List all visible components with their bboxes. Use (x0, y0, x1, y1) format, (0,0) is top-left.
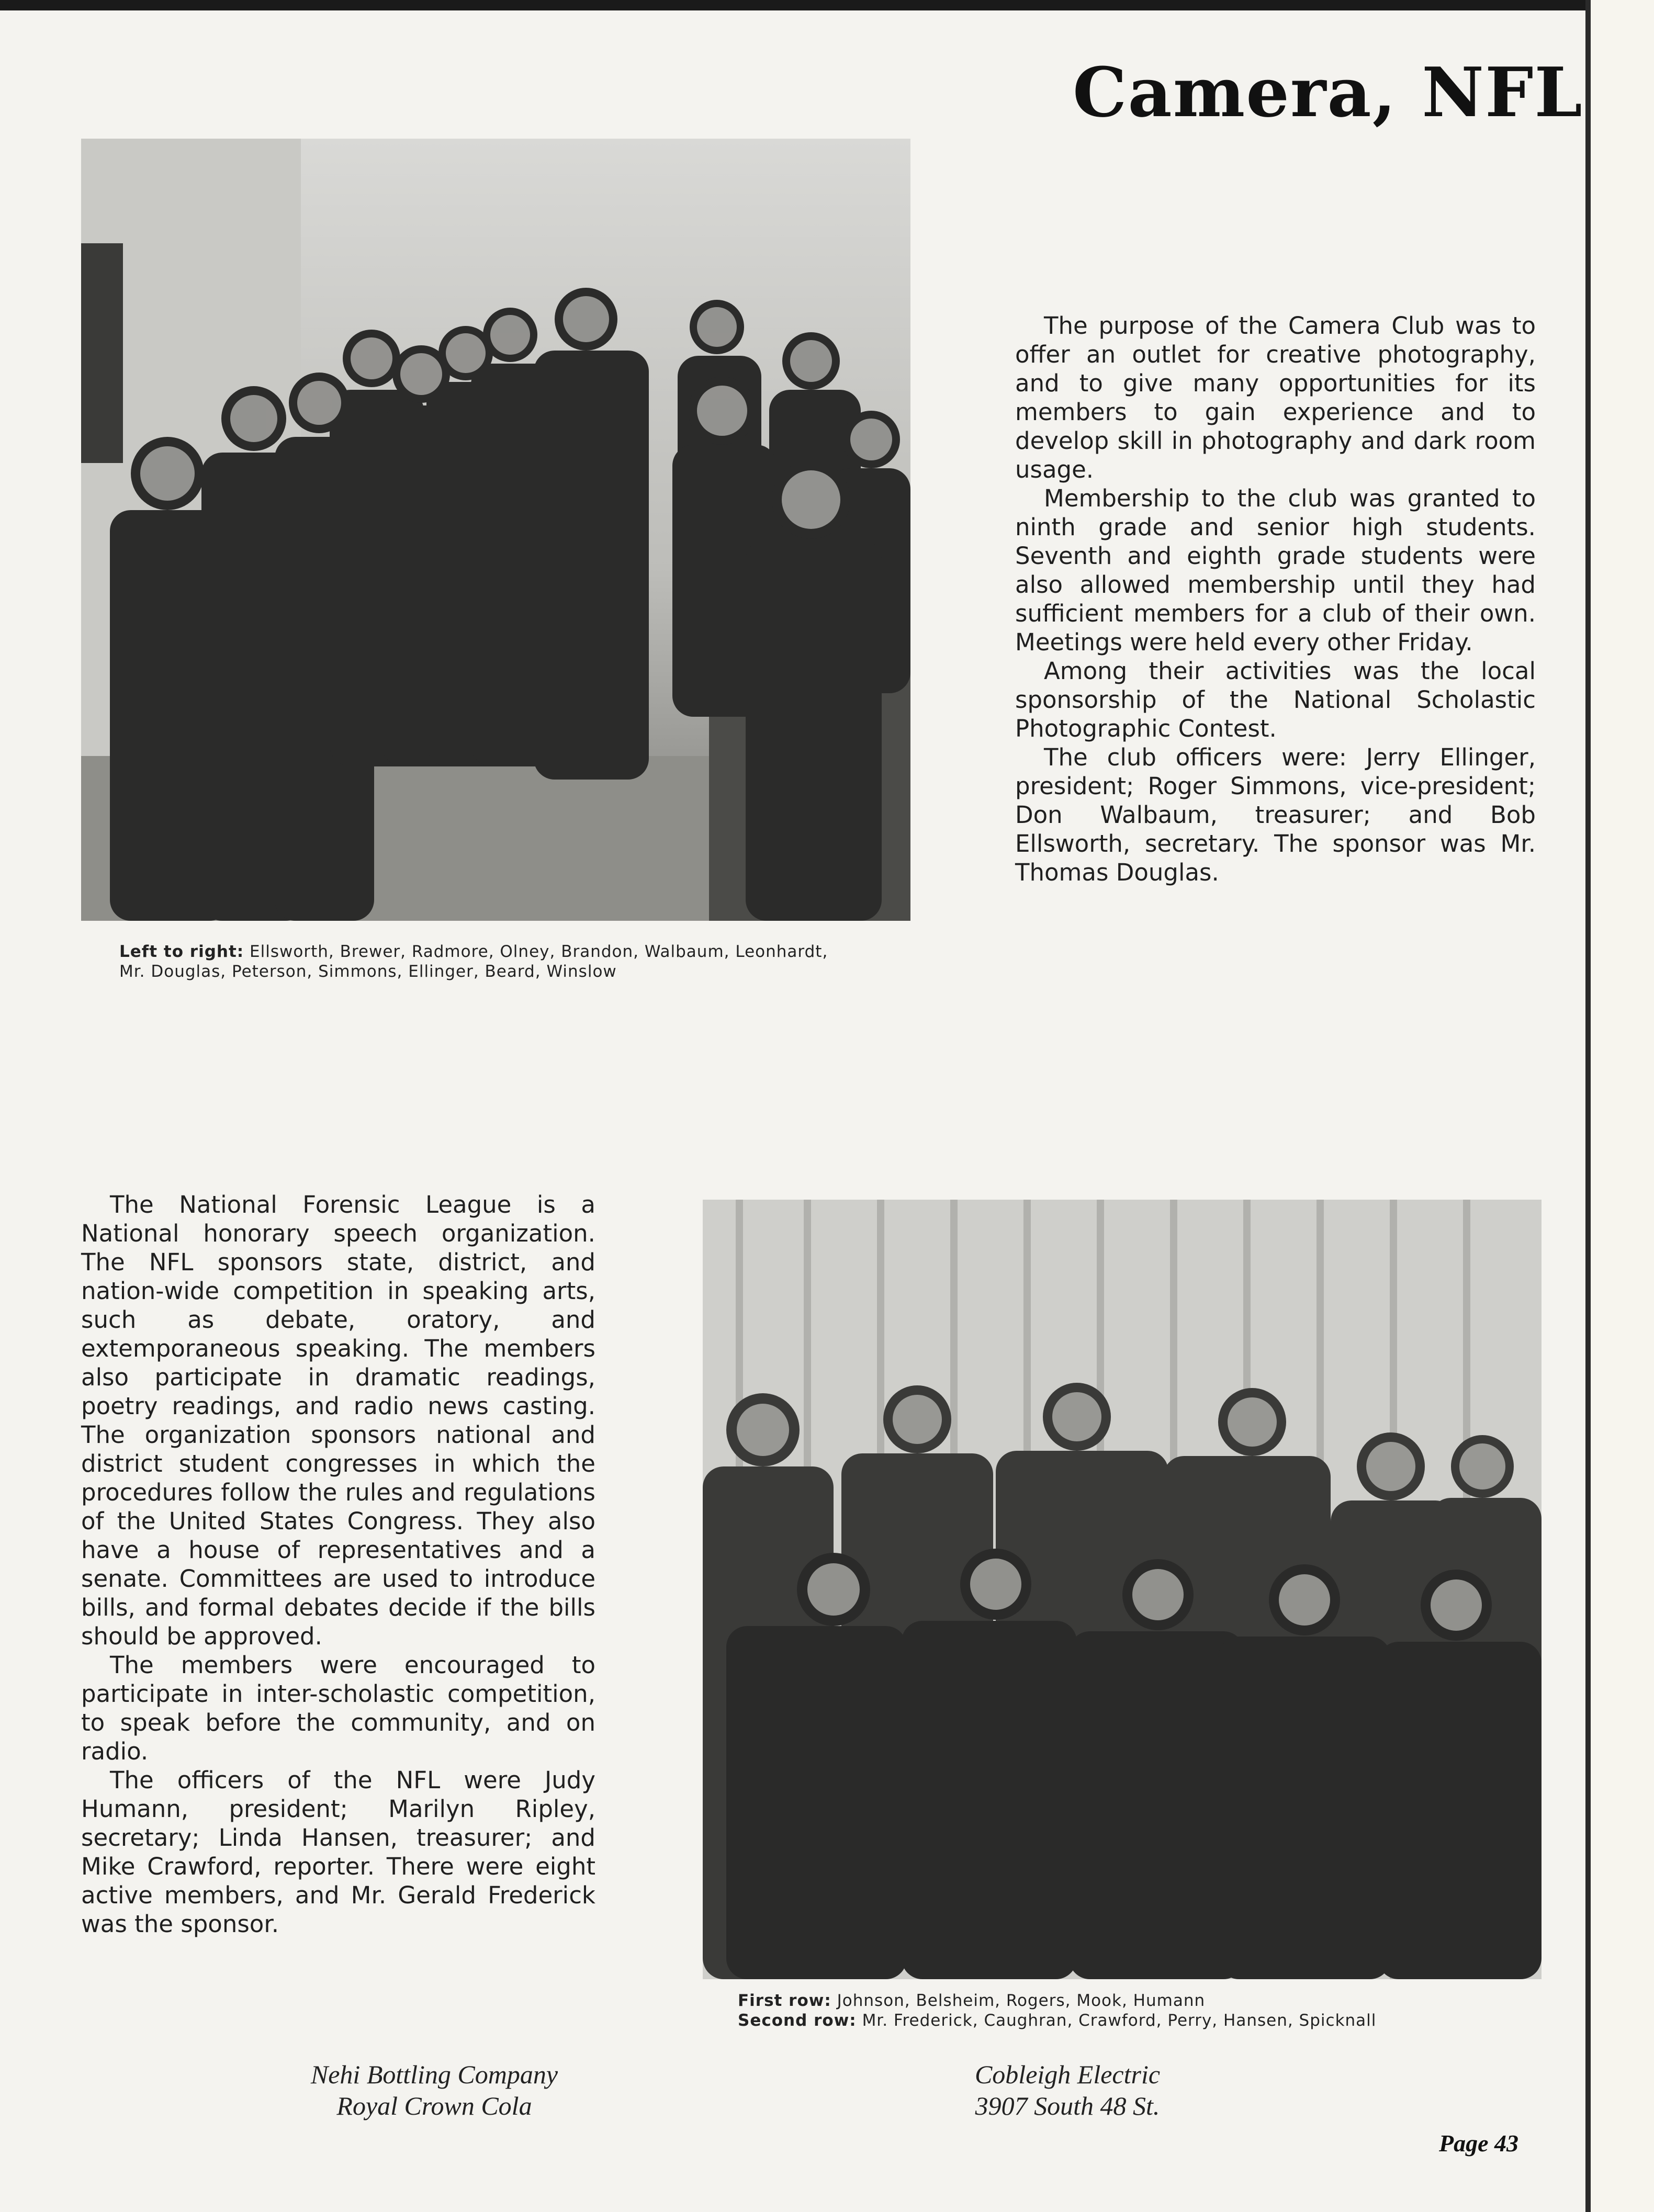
ad-line: Royal Crown Cola (336, 2091, 532, 2120)
nfl-caption (738, 1991, 1554, 2030)
article-paragraph: The National Forensic League is a National honorary speech organization. The NFL sponsors state, district, and nation-wide competition in speaking arts, such as debate, oratory, and extemporaneous speaking. The members also participate in dramatic readings, poetry readings, and radio news casting. The organization sponsors national and district student congresses in which the procedures follow the rules and regulations of the United States Congress. They also have a house of representatives and a senate. Committees are used to introduce bills, and formal debates decide if the bills should be approved. (81, 1191, 595, 1650)
caption-names-line2: Mr. Douglas, Peterson, Simmons, Ellinger, Beard, Winslow (119, 962, 617, 981)
ad-cobleigh-electric (858, 2059, 1277, 2121)
nfl-photo (703, 1200, 1542, 1979)
article-paragraph: The purpose of the Camera Club was to offer an outlet for creative photography, and to give many opportunities for its members to gain experience and to develop skill in photography and dark room usage. (1015, 312, 1536, 483)
caption-lead: Left to right: (119, 942, 244, 961)
camera-club-article (1015, 311, 1536, 887)
ad-nehi-bottling (225, 2059, 644, 2121)
nfl-article (81, 1190, 595, 1938)
caption-first-row-lead: First row: (738, 1991, 831, 2010)
article-paragraph: The members were encouraged to participate in inter-scholastic competition, to speak before the community, and on radio. (81, 1651, 595, 1765)
page-binding (1585, 0, 1654, 2212)
camera-club-photo (81, 139, 910, 921)
caption-names-line1: Ellsworth, Brewer, Radmore, Olney, Brandon, Walbaum, Leonhardt, (250, 942, 828, 961)
ad-line: Nehi Bottling Company (310, 2060, 558, 2089)
camera-club-caption (119, 942, 915, 981)
article-paragraph: The officers of the NFL were Judy Humann, president; Marilyn Ripley, secretary; Linda Hansen, treasurer; and Mike Crawford, reporter. There were eight active members, and Mr. Gerald Frederick was the sponsor. (81, 1766, 595, 1938)
article-paragraph: Among their activities was the local sponsorship of the National Scholastic Photographic Contest. (1015, 657, 1536, 742)
article-paragraph: Membership to the club was granted to ninth grade and senior high students. Seventh and eighth grade students were also allowed membership until they had sufficient members for a club of their own. Meetings were held every other Friday. (1015, 484, 1536, 656)
top-edge (0, 0, 1654, 10)
caption-second-row-names: Mr. Frederick, Caughran, Crawford, Perry, Hansen, Spicknall (862, 2011, 1377, 2030)
page-number: Page 43 (1439, 2130, 1519, 2157)
caption-second-row-lead: Second row: (738, 2011, 857, 2030)
ad-line: Cobleigh Electric (974, 2060, 1161, 2089)
article-paragraph: The club officers were: Jerry Ellinger, president; Roger Simmons, vice-president; Don Walbaum, treasurer; and Bob Ellsworth, secretary. The sponsor was Mr. Thomas Douglas. (1015, 743, 1536, 886)
page-title: Camera, NFL (1073, 52, 1583, 132)
caption-first-row-names: Johnson, Belsheim, Rogers, Mook, Humann (837, 1991, 1206, 2010)
ad-line: 3907 South 48 St. (975, 2091, 1160, 2120)
